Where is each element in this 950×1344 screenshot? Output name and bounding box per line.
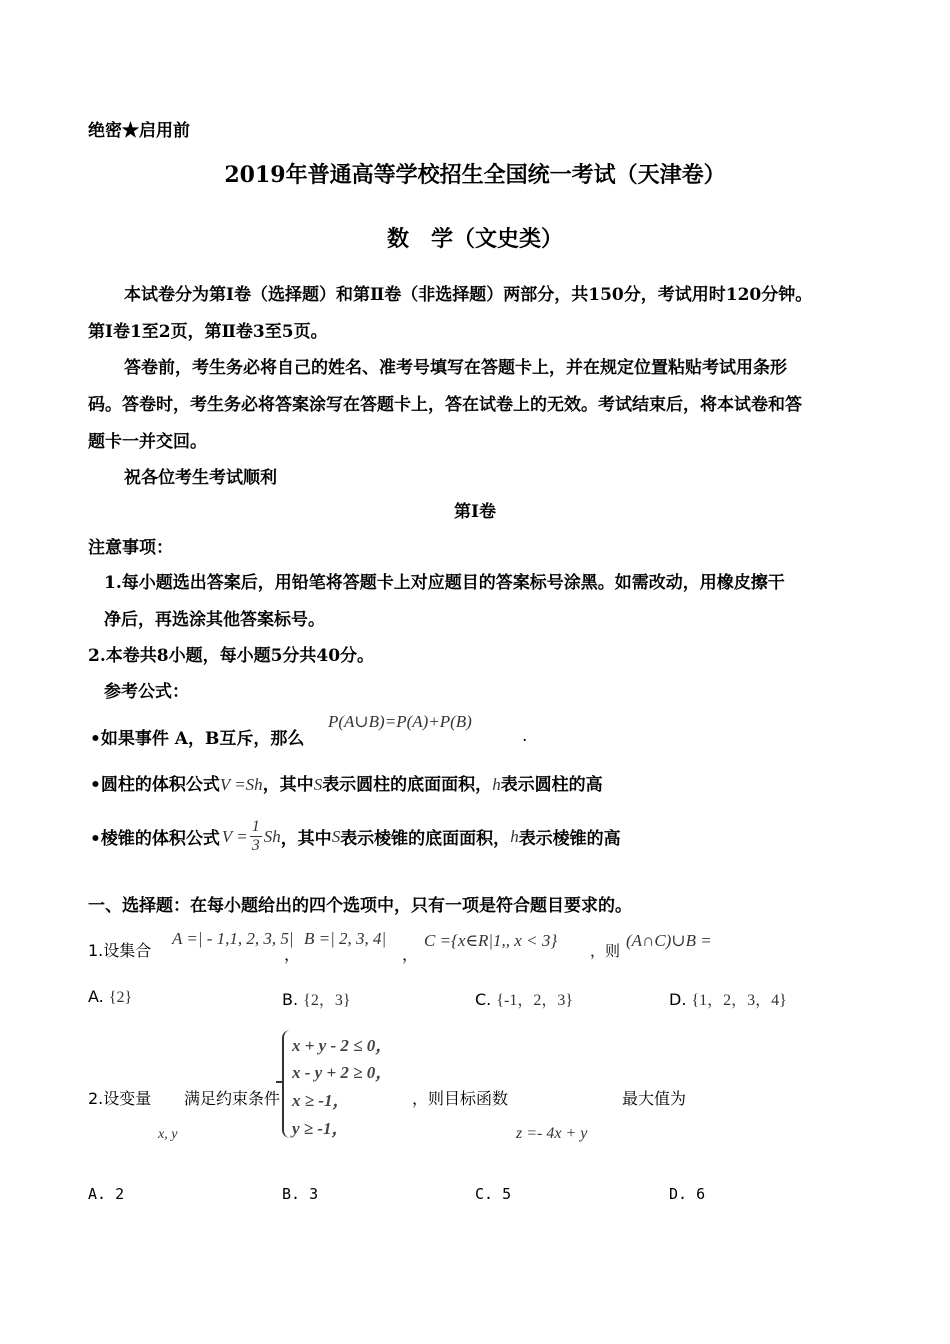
constraint-brace-tip (276, 1081, 283, 1083)
formula-line (90, 770, 603, 795)
question-2-tail: 最大值为 (622, 1089, 687, 1108)
formula-var: h (510, 826, 519, 846)
fraction-numerator: 1 (251, 818, 260, 835)
formula-line (90, 818, 621, 855)
formula-text: ，其中 (262, 775, 314, 795)
formula-text: 表示圆柱的底面面积， (322, 775, 493, 795)
objective-function: z =- 4x + y (516, 1125, 588, 1142)
question-2-after: ，则目标函数 (412, 1089, 509, 1108)
set-c: C ={x∈R|1,, x < 3} (424, 931, 558, 950)
intro-line: 第Ⅰ卷1至2页，第Ⅱ卷3至5页。 (88, 322, 328, 342)
option-c (475, 987, 573, 1010)
formula-text: 表示棱锥的高 (518, 829, 621, 849)
question-1-prefix: 1.设集合 (88, 941, 152, 960)
option-d (669, 1185, 705, 1203)
note-line: 1.每小题选出答案后，用铅笔将答题卡上对应题目的答案标号涂黑。如需改动，用橡皮擦干 (104, 573, 785, 593)
formula-heading: 参考公式： (104, 682, 189, 702)
formula-label: •圆柱的体积公式 (90, 775, 220, 795)
constraint-line: x - y + 2 ≥ 0， (292, 1063, 393, 1082)
option-value: {2，3} (303, 992, 351, 1009)
option-label: C. (475, 1185, 494, 1203)
section-title: 第Ⅰ卷 (454, 502, 496, 522)
question-2-prefix: 2.设变量 (88, 1089, 152, 1108)
option-value: 3 (309, 1185, 319, 1203)
question-2-mid: 满足约束条件 (184, 1089, 281, 1108)
intro-line: 答卷前，考生务必将自己的姓名、准考号填写在答题卡上，并在规定位置粘贴考试用条形 (124, 358, 787, 378)
option-label: C. (475, 990, 492, 1009)
formula-line (90, 724, 304, 749)
separator: ，则 (590, 942, 621, 960)
notes-heading: 注意事项： (88, 538, 173, 558)
fraction (250, 818, 262, 855)
intro-line: 题卡一并交回。 (88, 432, 207, 452)
option-value: 2 (115, 1185, 125, 1203)
formula-var: S (313, 775, 323, 794)
option-label: A. (88, 987, 104, 1006)
option-a (88, 987, 132, 1007)
option-value: {2} (108, 989, 133, 1006)
separator: ， (402, 945, 419, 964)
option-c (475, 1185, 511, 1203)
subject-title: 数 学（文史类） (386, 226, 563, 252)
formula-math: Sh (263, 826, 281, 846)
option-value: 6 (696, 1185, 706, 1203)
option-label: D. (669, 990, 687, 1009)
option-b (282, 987, 351, 1010)
formula-text: ，其中 (280, 829, 332, 849)
option-value: {-1，2，3} (496, 992, 574, 1009)
constraint-line: y ≥ -1， (292, 1119, 349, 1138)
formula-math: P(A∪B)=P(A)+P(B) (328, 712, 472, 731)
note-line: 2.本卷共8小题，每小题5分共40分。 (88, 646, 375, 666)
classification-label: 绝密★启用前 (88, 121, 190, 141)
formula-var: h (492, 775, 501, 794)
part-heading: 一、选择题：在每小题给出的四个选项中，只有一项是符合题目要求的。 (88, 896, 632, 916)
formula-math: V = (221, 826, 248, 846)
intro-line: 码。答卷时，考生务必将答案涂写在答题卡上，答在试卷上的无效。考试结束后，将本试卷和答 (88, 395, 802, 415)
formula-label: •如果事件 A，B互斥，那么 (90, 729, 305, 749)
option-label: A. (88, 1185, 107, 1203)
option-label: B. (282, 1185, 301, 1203)
formula-text: 表示圆柱的高 (500, 775, 603, 795)
set-b: B =| 2, 3, 4| (304, 929, 387, 948)
constraint-line: x + y - 2 ≤ 0， (292, 1036, 393, 1055)
exam-title: 2019年普通高等学校招生全国统一考试（天津卷） (224, 162, 726, 188)
note-line: 净后，再选涂其他答案标号。 (104, 610, 325, 630)
fraction-denominator: 3 (251, 837, 260, 854)
formula-end: . (522, 726, 528, 746)
option-value: 5 (502, 1185, 512, 1203)
formula-var: S (331, 826, 341, 846)
option-value: {1，2，3，4} (691, 992, 787, 1009)
separator: ， (284, 945, 301, 964)
formula-math: V =Sh (219, 775, 263, 794)
wish-line: 祝各位考生考试顺利 (124, 468, 277, 488)
option-label: B. (282, 990, 299, 1009)
formula-label: •棱锥的体积公式 (90, 829, 220, 849)
formula-text: 表示棱锥的底面面积， (340, 829, 511, 849)
set-a: A =| - 1,1, 2, 3, 5| (172, 929, 294, 948)
option-a (88, 1185, 124, 1203)
question-2-vars: x, y (158, 1127, 178, 1142)
constraint-line: x ≥ -1， (292, 1091, 350, 1110)
expression: (A∩C)∪B = (626, 931, 712, 950)
intro-line: 本试卷分为第Ⅰ卷（选择题）和第Ⅱ卷（非选择题）两部分，共150分，考试用时120分钟。 (124, 285, 813, 305)
option-label: D. (669, 1185, 688, 1203)
option-b (282, 1185, 318, 1203)
option-d (669, 987, 787, 1010)
